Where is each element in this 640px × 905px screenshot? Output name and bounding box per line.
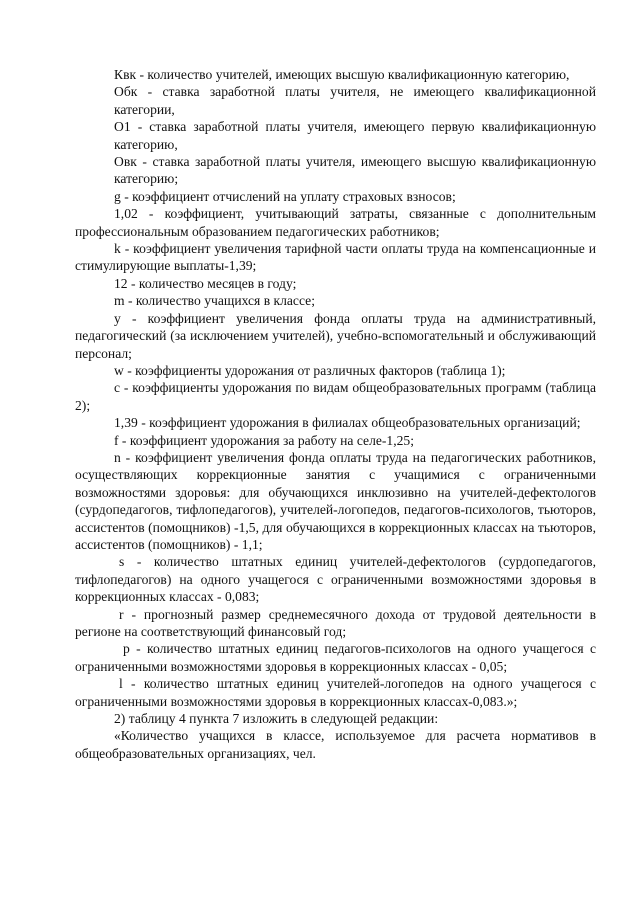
paragraph-l: l - количество штатных единиц учителей-логопедов на одного учащегося с ограниченными возможностями здоровья в коррекционных классах-0,083.»; [75, 676, 596, 709]
paragraph-r: r - прогнозный размер среднемесячного дохода от трудовой деятельности в регионе на соответствующий финансовый год; [75, 606, 596, 639]
paragraph-m: m - количество учащихся в классе; [114, 293, 315, 309]
paragraph-c: c - коэффициенты удорожания по видам общеобразовательных программ (таблица 2); [75, 380, 596, 413]
paragraph-obk: Обк - ставка заработной платы учителя, не имеющего квалификационной категории, [114, 84, 596, 117]
paragraph-g: g - коэффициент отчислений на уплату страховых взносов; [114, 188, 456, 204]
paragraph-f: f - коэффициент удорожания за работу на селе-1,25; [114, 432, 414, 448]
paragraph-k: k - коэффициент увеличения тарифной части оплаты труда на компенсационные и стимулирующие выплаты-1,39; [75, 241, 596, 274]
paragraph-p: p - количество штатных единиц педагогов-психологов на одного учащегося с ограниченными возможностями здоровья в коррекционных классах - 0,05; [75, 641, 596, 674]
paragraph-1-39: 1,39 - коэффициент удорожания в филиалах общеобразовательных организаций; [114, 415, 581, 431]
paragraph-n: n - коэффициент увеличения фонда оплаты труда на педагогических работников, осуществляющих коррекционные занятия с учащимися с ограниченными возможностями здоровья: для обучающихся инклюзивно на учителей-дефектологов (сурдопедагогов, тифлопедагогов), учителей-логопедов, педагогов-психологов, тьюторов, ассистентов (помощников) -1,5, для обучающихся в коррекционных классах на тьюторов, ассистентов (помощников) - 1,1; [75, 449, 596, 552]
paragraph-12: 12 - количество месяцев в году; [114, 275, 297, 291]
paragraph-kvk: Квк - количество учителей, имеющих высшую квалификационную категорию, [114, 67, 570, 82]
paragraph-table-4-caption: «Количество учащихся в классе, используемое для расчета нормативов в общеобразовательных организациях, чел. [75, 728, 596, 761]
paragraph-y: y - коэффициент увеличения фонда оплаты труда на административный, педагогический (за исключением учителей), учебно-вспомогательный и обслуживающий персонал; [75, 310, 596, 361]
paragraph-w: w - коэффициенты удорожания от различных факторов (таблица 1); [114, 362, 506, 378]
paragraph-ovk: Овк - ставка заработной платы учителя, имеющего высшую квалификационную категорию; [114, 154, 596, 187]
paragraph-s: s - количество штатных единиц учителей-дефектологов (сурдопедагогов, тифлопедагогов) на одного учащегося с ограниченными возможностями здоровья в коррекционных классах - 0,083; [75, 554, 596, 605]
paragraph-table-4: 2) таблицу 4 пункта 7 изложить в следующей редакции: [114, 711, 439, 727]
paragraph-1-02: 1,02 - коэффициент, учитывающий затраты, связанные с дополнительным профессиональным образованием педагогических работников; [75, 206, 596, 239]
paragraph-o1: О1 - ставка заработной платы учителя, имеющего первую квалификационную категорию, [114, 119, 596, 152]
